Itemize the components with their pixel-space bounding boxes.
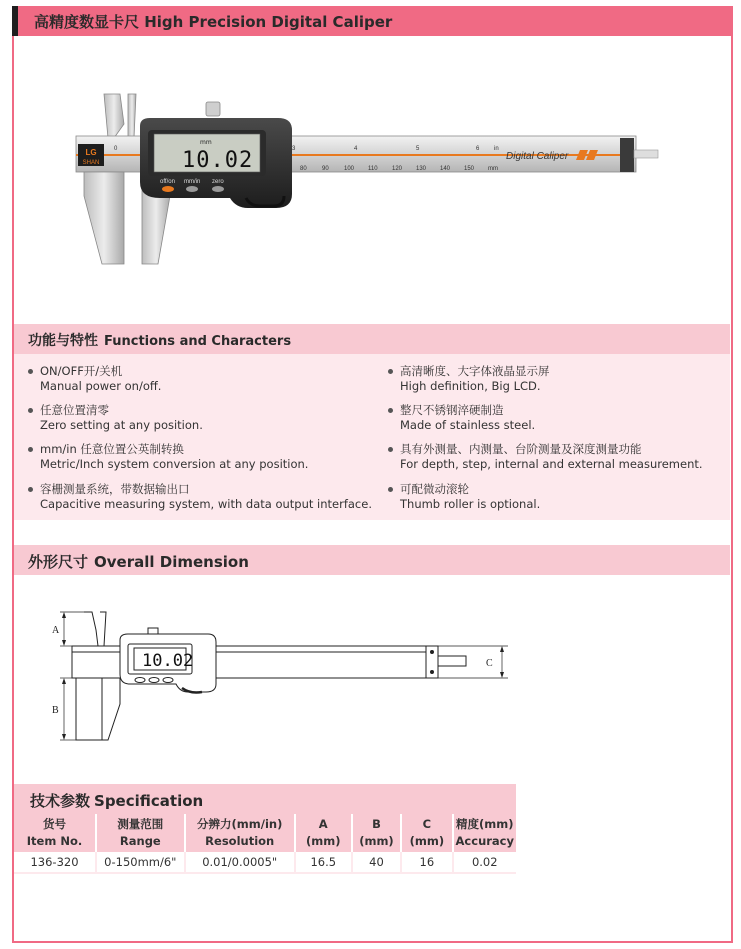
feature-item: 整尺不锈钢淬硬制造 Made of stainless steel. xyxy=(400,403,535,433)
zero-button xyxy=(212,186,224,192)
feature-item: mm/in 任意位置公英制转换 Metric/Inch system conversion at any position. xyxy=(40,442,308,472)
spec-header-item: 货号 Item No. xyxy=(14,814,96,852)
caliper-photo xyxy=(70,86,670,276)
page-title: 高精度数显卡尺 High Precision Digital Caliper xyxy=(34,13,393,31)
on-off-button xyxy=(162,186,174,192)
brand-logo xyxy=(78,144,104,166)
button-label-zero: zero xyxy=(212,179,224,185)
spec-header-b: B (mm) xyxy=(352,814,401,852)
inch-number: 5 xyxy=(416,146,420,152)
scale-number: 120 xyxy=(392,166,403,172)
table-row xyxy=(14,852,516,873)
dimension-heading-zh: 外形尺寸 xyxy=(28,553,89,571)
spec-heading xyxy=(14,784,516,814)
dimension-label-c: C xyxy=(486,658,493,669)
scale-number: 90 xyxy=(322,166,329,172)
spec-header-resolution: 分辨力(mm/in) Resolution xyxy=(185,814,295,852)
inch-number: 4 xyxy=(354,146,358,152)
dimension-label-a: A xyxy=(52,625,60,636)
dimension-lcd: 10.02 xyxy=(142,651,194,671)
spec-heading-zh: 技术参数 xyxy=(30,792,91,810)
feature-item: 容栅测量系统，带数据输出口 Capacitive measuring system, with data output interface. xyxy=(40,482,372,512)
lcd-display: 10.02 xyxy=(182,148,254,173)
spec-header-c: C (mm) xyxy=(401,814,452,852)
spec-cell: 40 xyxy=(352,852,401,873)
scale-number: 100 xyxy=(344,166,355,172)
dimension-heading-en: Overall Dimension xyxy=(94,553,249,571)
title-marker xyxy=(12,6,18,36)
brand-logo-text: SHAN xyxy=(82,160,100,166)
scale-number: 140 xyxy=(440,166,451,172)
scale-number: 80 xyxy=(300,166,307,172)
spec-cell: 0.02 xyxy=(453,852,516,873)
dimension-drawing xyxy=(40,600,520,750)
feature-item: 高清晰度、大字体液晶显示屏 High definition, Big LCD. xyxy=(400,364,550,394)
spec-table xyxy=(14,814,516,874)
spec-cell: 0-150mm/6" xyxy=(96,852,185,873)
dimension-label-b: B xyxy=(52,705,59,716)
spec-cell: 0.01/0.0005" xyxy=(185,852,295,873)
inch-number: in xyxy=(494,146,499,152)
spec-header-accuracy: 精度(mm) Accuracy xyxy=(453,814,516,852)
dimension-heading xyxy=(14,545,730,575)
button-label-on-off: off/on xyxy=(160,179,175,185)
functions-heading-en: Functions and Characters xyxy=(104,334,292,349)
feature-item: 任意位置清零 Zero setting at any position. xyxy=(40,403,203,433)
svg-text:LG: LG xyxy=(85,148,97,157)
scale-number: 150 xyxy=(464,166,475,172)
scale-number: 130 xyxy=(416,166,427,172)
scale-zero: 0 xyxy=(114,146,118,152)
spec-header-a: A (mm) xyxy=(295,814,352,852)
mm-in-button xyxy=(186,186,198,192)
functions-heading xyxy=(14,324,730,354)
feature-item: 可配微动滚轮 Thumb roller is optional. xyxy=(400,482,540,512)
beam-label: Digital Caliper xyxy=(506,151,569,162)
spec-cell: 16 xyxy=(401,852,452,873)
spec-cell: 16.5 xyxy=(295,852,352,873)
lcd-unit: mm xyxy=(200,139,212,146)
inch-number: 6 xyxy=(476,146,480,152)
feature-item: ON/OFF开/关机 Manual power on/off. xyxy=(40,364,161,394)
spec-heading-en: Specification xyxy=(94,792,204,810)
spec-cell: 136-320 xyxy=(14,852,96,873)
spec-header-range: 测量范围 Range xyxy=(96,814,185,852)
scale-number: mm xyxy=(488,166,498,172)
title-bar xyxy=(12,6,733,36)
inch-number: 3 xyxy=(292,146,296,152)
functions-heading-zh: 功能与特性 xyxy=(28,333,98,349)
scale-number: 110 xyxy=(368,166,378,172)
feature-item: 具有外测量、内测量、台阶测量及深度测量功能 For depth, step, internal and external measurement. xyxy=(400,442,703,472)
button-label-mm-in: mm/in xyxy=(184,179,201,185)
